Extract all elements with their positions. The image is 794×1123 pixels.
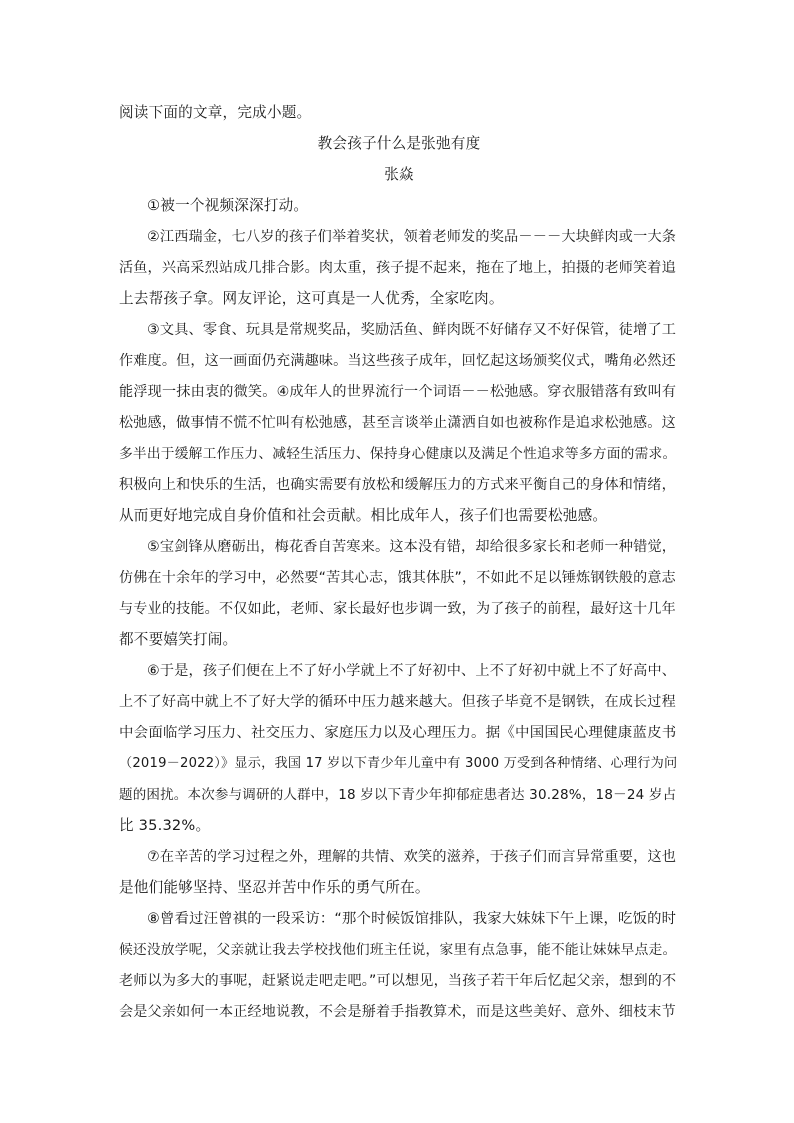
paragraph-line: 比 35.32%。 xyxy=(119,817,211,834)
paragraph-line: 活鱼，兴高采烈站成几排合影。肉太重，孩子提不起来，拖在了地上，拍摄的老师笑着追 xyxy=(119,260,676,276)
paragraph-line: 积极向上和快乐的生活，也确实需要有放松和缓解压力的方式来平衡自己的身体和情绪， xyxy=(119,477,676,493)
paragraph-line: 上去帮孩子拿。网友评论，这可真是一人优秀，全家吃肉。 xyxy=(119,290,504,307)
paragraph-line: 能浮现一抹由衷的微笑。④成年人的世界流行一个词语－－松弛感。穿衣服错落有致叫有 xyxy=(119,384,677,400)
paragraph-line: ①被一个视频深深打动。 xyxy=(147,197,309,214)
paragraph-line: ②江西瑞金，七八岁的孩子们举着奖状，领着老师发的奖品－－－大块鲜肉或一大条 xyxy=(147,229,677,245)
paragraph-line: 松弛感，做事情不慌不忙叫有松弛感，甚至言谈举止潇洒自如也被称作是追求松弛感。这 xyxy=(119,415,676,431)
paragraph-line: ⑦在辛苦的学习过程之外，理解的共情、欢笑的滋养，于孩子们而言异常重要，这也 xyxy=(147,849,677,865)
paragraph-line: 上不了好高中就上不了好大学的循环中压力越来越大。但孩子毕竟不是钢铁，在成长过程 xyxy=(119,694,676,710)
paragraph-line: 中会面临学习压力、社交压力、家庭压力以及心理压力。据《中国国民心理健康蓝皮书 xyxy=(119,725,677,741)
paragraph-line: 仿佛在十余年的学习中，必然要“苦其心志，饿其体肤”，不如此不足以锤炼钢铁般的意志 xyxy=(119,570,676,586)
paragraph-line: 与专业的技能。不仅如此，老师、家长最好也步调一致，为了孩子的前程，最好这十几年 xyxy=(119,601,676,617)
paragraph-line: 老师以为多大的事呢，赶紧说走吧走吧。”可以想见，当孩子若干年后忆起父亲，想到的不 xyxy=(119,973,677,989)
article-title: 教会孩子什么是张弛有度 xyxy=(317,135,481,152)
paragraph-line: 题的困扰。本次参与调研的人群中，18 岁以下青少年抑郁症患者达 30.28%，18－24 岁占 xyxy=(119,787,677,803)
paragraph-line: 候还没放学呢，父亲就让我去学校找他们班主任说，家里有点急事，能不能让妹妹早点走。 xyxy=(119,942,677,958)
paragraph-line: 多半出于缓解工作压力、减轻生活压力、保持身心健康以及满足个性追求等多方面的需求。 xyxy=(119,446,677,462)
paragraph-line: ⑧曾看过汪曾祺的一段采访：“那个时候饭馆排队，我家大妹妹下午上课，吃饭的时 xyxy=(147,911,677,927)
paragraph-line: ⑥于是，孩子们便在上不了好小学就上不了好初中、上不了好初中就上不了好高中、 xyxy=(147,663,677,679)
instruction-text: 阅读下面的文章，完成小题。 xyxy=(119,104,312,121)
paragraph-line: ③文具、零食、玩具是常规奖品，奖励活鱼、鲜肉既不好储存又不好保管，徒增了工 xyxy=(147,322,677,338)
paragraph-line: ⑤宝剑锋从磨砺出，梅花香自苦寒来。这本没有错，却给很多家长和老师一种错觉， xyxy=(147,539,677,555)
paragraph-line: 会是父亲如何一本正经地说教，不会是掰着手指教算术，而是这些美好、意外、细枝末节 xyxy=(119,1004,676,1020)
article-author: 张焱 xyxy=(384,166,414,183)
paragraph-line: 都不要嬉笑打闹。 xyxy=(119,631,238,648)
paragraph-line: 是他们能够坚持、坚忍并苦中作乐的勇气所在。 xyxy=(119,879,430,896)
paragraph-line: 从而更好地完成自身价值和社会贡献。相比成年人，孩子们也需要松弛感。 xyxy=(119,507,608,524)
paragraph-line: 作难度。但，这一画面仍充满趣味。当这些孩子成年，回忆起这场颁奖仪式，嘴角必然还 xyxy=(119,353,676,369)
paragraph-line: （2019－2022）》显示，我国 17 岁以下青少年儿童中有 3000 万受到各种情绪、心理行为问 xyxy=(119,756,678,771)
